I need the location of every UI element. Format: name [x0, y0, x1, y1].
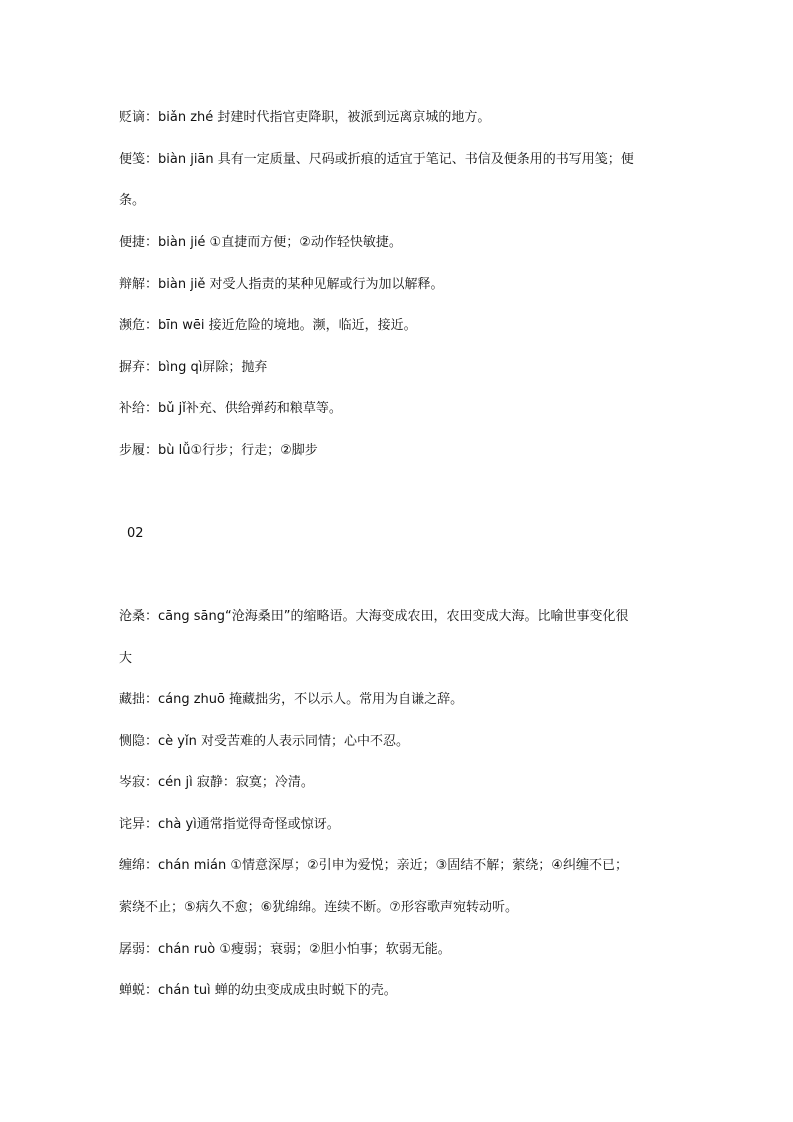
entry-bianjie: 便捷：biàn jié ①直捷而方便；②动作轻快敏捷。: [119, 235, 402, 250]
entry-chantui: 蝉蜕：chán tuì 蝉的幼虫变成成虫时蜕下的壳。: [119, 983, 397, 998]
entry-cangsang: 沧桑：cāng sāng“沧海桑田”的缩略语。大海变成农田，农田变成大海。比喻世事变化很: [119, 609, 629, 624]
entry-ceyin: 恻隐：cè yǐn 对受苦难的人表示同情；心中不忍。: [119, 734, 409, 749]
entry-bulv: 步履：bù lǚ①行步；行走；②脚步: [119, 443, 318, 458]
entry-buji: 补给：bǔ jǐ补充、供给弹药和粮草等。: [119, 401, 342, 416]
entry-bianjian-cont: 条。: [119, 193, 146, 208]
entry-cangzhuo: 藏拙：cáng zhuō 掩藏拙劣，不以示人。常用为自谦之辞。: [119, 692, 464, 707]
entry-chayi: 诧异：chà yì通常指觉得奇怪或惊讶。: [119, 817, 340, 832]
entry-bingqi: 摒弃：bìng qì屏除；抛弃: [119, 360, 268, 375]
entry-cangsang-cont: 大: [119, 651, 133, 666]
entry-chanmian-cont: 萦绕不止；⑤病久不愈；⑥犹绵绵。连续不断。⑦形容歌声宛转动听。: [119, 900, 518, 915]
entry-cenji: 岑寂：cén jì 寂静：寂寞；冷清。: [119, 775, 314, 790]
entry-bianjie-defend: 辩解：biàn jiě 对受人指责的某种见解或行为加以解释。: [119, 277, 444, 292]
entry-bianjian: 便笺：biàn jiān 具有一定质量、尺码或折痕的适宜于笔记、书信及便条用的书写用笺；便: [119, 152, 634, 167]
entry-chanruo: 孱弱：chán ruò ①瘦弱；衰弱；②胆小怕事；软弱无能。: [119, 942, 451, 957]
section-number: 02: [127, 526, 144, 541]
entry-chanmian: 缠绵：chán mián ①情意深厚；②引申为爱悦；亲近；③固结不解；萦绕；④纠缠不已；: [119, 858, 628, 873]
entry-binwei: 濒危：bīn wēi 接近危险的境地。濒，临近，接近。: [119, 318, 417, 333]
entry-bianzhe: 贬谪：biǎn zhé 封建时代指官吏降职，被派到远离京城的地方。: [119, 110, 491, 125]
